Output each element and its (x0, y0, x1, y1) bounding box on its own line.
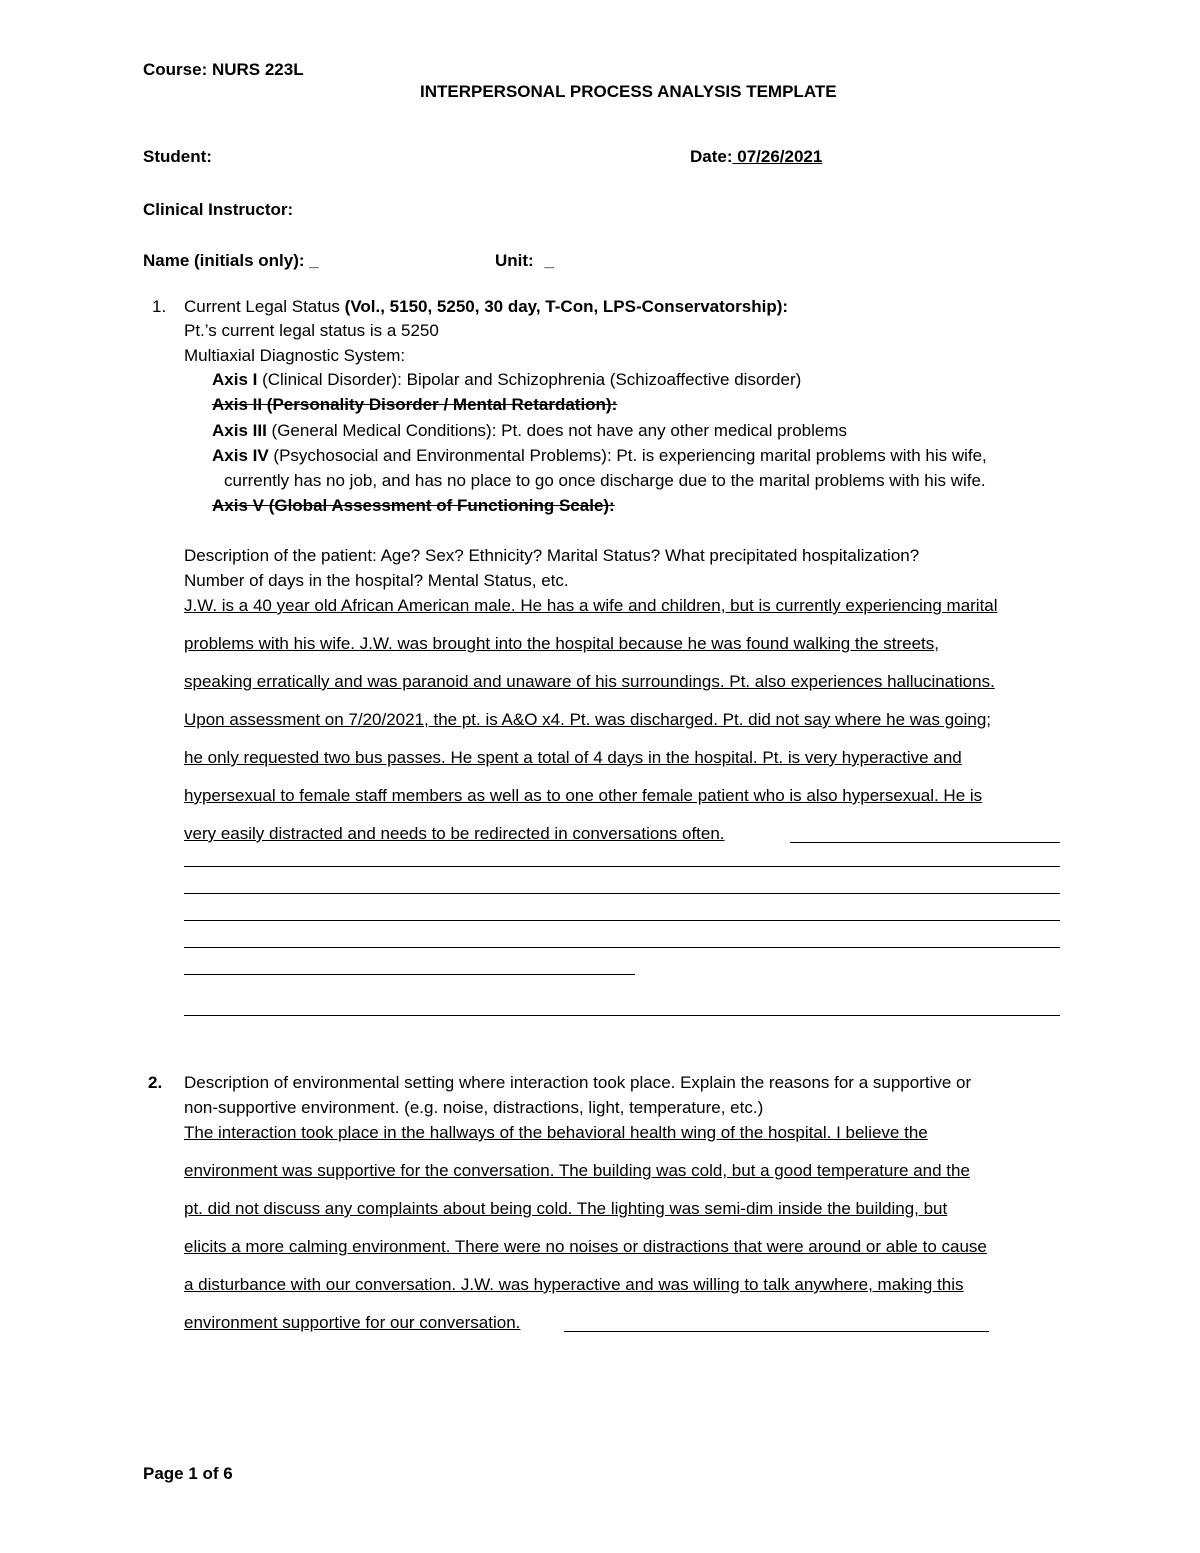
unit-field (495, 251, 554, 271)
patient-answer-line: speaking erratically and was paranoid and unaware of his surroundings. Pt. also experiences hallucinations. (184, 672, 995, 691)
date-field (690, 147, 822, 167)
patient-answer-line: J.W. is a 40 year old African American male. He has a wife and children, but is currently experiencing marital (184, 596, 998, 615)
axis-3-text: Pt. does not have any other medical problems (496, 421, 848, 440)
document-title: INTERPERSONAL PROCESS ANALYSIS TEMPLATE (420, 82, 837, 101)
axis-1-desc: (Clinical Disorder): (257, 370, 402, 389)
blank-answer-line (184, 920, 1060, 921)
section-1-number: 1. (152, 297, 167, 316)
axis-4-text: Pt. is experiencing marital problems with his wife, (611, 446, 987, 465)
patient-answer-line: problems with his wife. J.W. was brought into the hospital because he was found walking the streets, (184, 634, 940, 653)
axis-5-struck: Axis V (Global Assessment of Functioning Scale): (212, 496, 615, 515)
blank-answer-line (184, 947, 1060, 948)
clinical-instructor-label: Clinical Instructor: (143, 200, 294, 219)
blank-answer-line (790, 842, 1060, 843)
blank-answer-line (184, 974, 635, 975)
patient-answer-line: hypersexual to female staff members as well as to one other female patient who is also hypersexual. He is (184, 786, 983, 805)
environment-answer-line: environment supportive for our conversation. (184, 1313, 521, 1332)
unit-value: _ (544, 251, 554, 270)
unit-label: Unit: (495, 251, 534, 270)
environment-answer-line: The interaction took place in the hallways of the behavioral health wing of the hospital. I believe the (184, 1123, 928, 1142)
axis-2-struck: Axis II (Personality Disorder / Mental Retardation): (212, 395, 618, 414)
name-field (143, 251, 319, 271)
environment-answer-line: a disturbance with our conversation. J.W. was hyperactive and was willing to talk anywhere, making this (184, 1275, 964, 1294)
legal-status-options: (Vol., 5150, 5250, 30 day, T-Con, LPS-Conservatorship): (344, 297, 789, 316)
patient-answer-line: he only requested two bus passes. He spent a total of 4 days in the hospital. Pt. is very hyperactive and (184, 748, 962, 767)
student-label: Student: (143, 147, 212, 166)
blank-answer-line (184, 893, 1060, 894)
environment-prompt-1: Description of environmental setting where interaction took place. Explain the reasons for a supportive or (184, 1073, 972, 1092)
section-1-heading (184, 297, 788, 317)
axis-3-desc: (General Medical Conditions): (266, 421, 497, 440)
patient-description-prompt-2: Number of days in the hospital? Mental Status, etc. (184, 571, 569, 590)
axis-1-name: Axis I (212, 370, 258, 389)
blank-answer-line (184, 1015, 1060, 1016)
environment-answer-line: pt. did not discuss any complaints about being cold. The lighting was semi-dim inside the building, but (184, 1199, 948, 1218)
axis-4 (212, 446, 987, 466)
name-value: _ (309, 251, 319, 270)
axis-1 (212, 370, 801, 390)
axis-4-name: Axis IV (212, 446, 269, 465)
legal-status-heading: Current Legal Status (184, 297, 345, 316)
axis-3 (212, 421, 847, 441)
blank-answer-line (564, 1331, 989, 1332)
date-label: Date: (690, 147, 733, 166)
axis-3-name: Axis III (212, 421, 267, 440)
page-number: Page 1 of 6 (143, 1464, 233, 1483)
patient-answer-line: Upon assessment on 7/20/2021, the pt. is A&O x4. Pt. was discharged. Pt. did not say where he was going; (184, 710, 992, 729)
multiaxial-label: Multiaxial Diagnostic System: (184, 346, 406, 365)
name-label: Name (initials only): (143, 251, 305, 270)
date-value: 07/26/2021 (732, 147, 823, 166)
section-2-number: 2. (148, 1073, 163, 1092)
environment-prompt-2: non-supportive environment. (e.g. noise, distractions, light, temperature, etc.) (184, 1098, 764, 1117)
blank-answer-line (184, 866, 1060, 867)
axis-4-desc: (Psychosocial and Environmental Problems): (268, 446, 612, 465)
environment-answer-line: environment was supportive for the conversation. The building was cold, but a good temperature and the (184, 1161, 970, 1180)
patient-description-prompt-1: Description of the patient: Age? Sex? Ethnicity? Marital Status? What precipitated hospitalization? (184, 546, 920, 565)
course-label: Course: NURS 223L (143, 60, 304, 79)
axis-4-continued: currently has no job, and has no place to go once discharge due to the marital problems with his wife. (224, 471, 986, 490)
axis-1-text: Bipolar and Schizophrenia (Schizoaffective disorder) (401, 370, 802, 389)
patient-answer-line: very easily distracted and needs to be redirected in conversations often. (184, 824, 725, 843)
environment-answer-line: elicits a more calming environment. There were no noises or distractions that were around or able to cause (184, 1237, 987, 1256)
legal-status-text: Pt.’s current legal status is a 5250 (184, 321, 439, 340)
